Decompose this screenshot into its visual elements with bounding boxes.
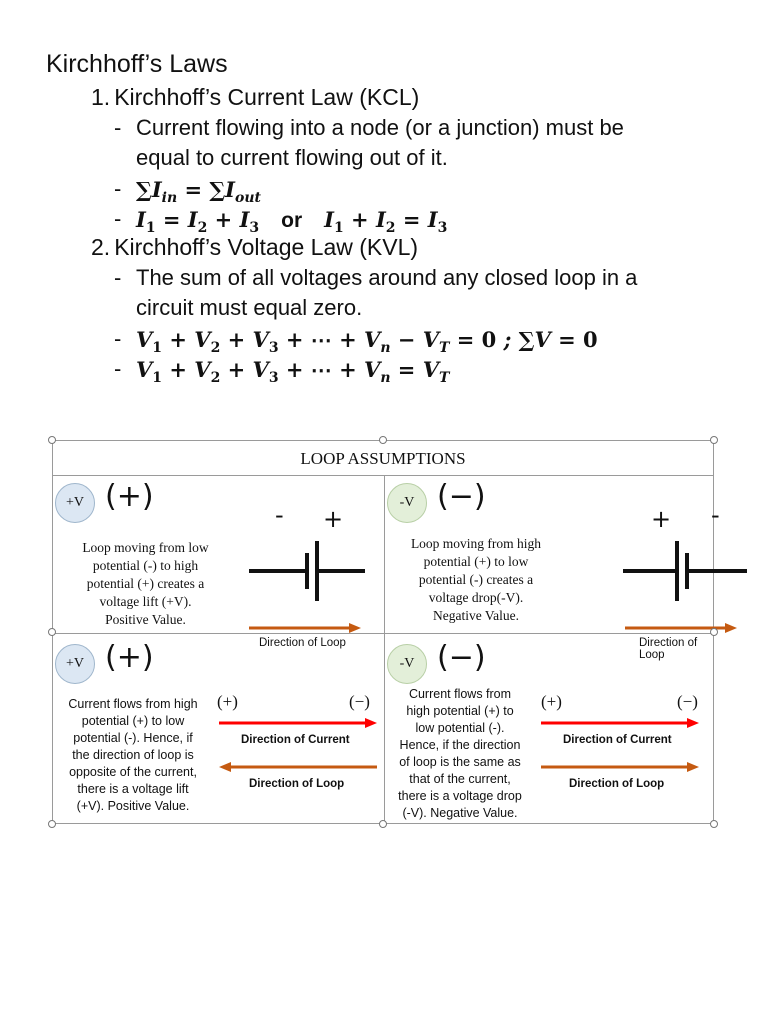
kcl-number: 1. [91, 84, 111, 110]
plus-sign: (+) [105, 640, 154, 675]
loop-arrow-label: Direction of Loop [569, 778, 665, 790]
cell-voltage-lift-battery [53, 475, 383, 649]
kcl-heading [91, 84, 419, 111]
loop-arrow-label: Direction of Loop [249, 778, 345, 790]
resize-handle[interactable] [48, 628, 56, 636]
minus-v-badge: -V [387, 644, 427, 684]
minus-v-badge: -V [387, 483, 427, 523]
resize-handle[interactable] [710, 628, 718, 636]
loop-arrow-label: Direction of Loop [639, 637, 698, 661]
kcl-bullet-1 [136, 113, 716, 173]
desc-line: there is a voltage drop [398, 789, 522, 803]
plus-v-badge: +V [55, 644, 95, 684]
desc-line: low potential (-). [415, 721, 505, 735]
battery-plus-label: + [323, 505, 344, 533]
current-arrow-label: Direction of Current [563, 734, 672, 746]
loop-arrow [249, 623, 361, 633]
battery-minus-label: - [275, 501, 284, 529]
kvl-bullet-1-line1: The sum of all voltages around any closed loop in a [136, 265, 638, 290]
kvl-equation-1: $V_1 + V_2 + V_3$ + ⋯ + $V_n - V_T = 0$ ; ∑V = 0 [136, 327, 598, 357]
kcl-equation-sum: $\sum I_{in} = \sum I_{out}$ [136, 177, 261, 207]
battery-minus-label: - [711, 501, 720, 529]
bullet-dash: - [114, 115, 122, 140]
battery-plus-label: + [651, 505, 672, 533]
battery-symbol [249, 541, 369, 601]
resize-handle[interactable] [710, 820, 718, 828]
desc-line: potential (+) to low [81, 714, 185, 728]
or-word: or [281, 209, 303, 232]
minus-sign: (−) [437, 479, 486, 514]
desc-line: Current flows from [408, 687, 512, 701]
resize-handle[interactable] [379, 820, 387, 828]
minus-sign: (−) [437, 640, 486, 675]
desc-line: high potential (+) to [406, 704, 514, 718]
resize-handle[interactable] [48, 436, 56, 444]
loop-arrow [625, 623, 737, 633]
cell-voltage-drop-battery [385, 475, 720, 661]
loop-arrow [219, 762, 377, 772]
bullet-dash: - [114, 176, 122, 201]
desc-line: Negative Value. [433, 608, 519, 623]
cell-voltage-lift-current [53, 634, 383, 813]
desc-line: potential (-) to high [92, 558, 199, 573]
cell-voltage-drop-current [385, 634, 715, 820]
positive-polarity: (+) [217, 692, 238, 711]
desc-line: opposite of the current, [69, 765, 197, 779]
resize-handle[interactable] [48, 820, 56, 828]
bullet-dash: - [114, 356, 122, 381]
kvl-number: 2. [91, 234, 111, 260]
plus-v-badge: +V [55, 483, 95, 523]
desc-line: Loop moving from low [82, 540, 209, 555]
page-title: Kirchhoff’s Laws [46, 50, 228, 78]
kcl-equation-currents: $I_1 = I_2 + I_3$ or $I_1 + I_2 = I_3$ [136, 207, 448, 237]
kcl-bullet-1-line2: equal to current flowing out of it. [136, 145, 448, 170]
current-arrow-label: Direction of Current [241, 734, 350, 746]
resize-handle[interactable] [710, 436, 718, 444]
battery-symbol [623, 541, 747, 601]
loop-arrow [541, 762, 699, 772]
negative-polarity: (−) [349, 692, 370, 711]
current-arrow [541, 718, 699, 728]
plus-sign: (+) [105, 479, 154, 514]
current-arrow [219, 718, 377, 728]
desc-line: Loop moving from high [410, 536, 542, 551]
resize-handle[interactable] [379, 436, 387, 444]
desc-line: voltage drop(-V). [428, 590, 524, 605]
cell-description [53, 696, 213, 815]
bullet-dash: - [114, 265, 122, 290]
desc-line: (-V). Negative Value. [402, 806, 518, 820]
desc-line: potential (-) creates a [418, 572, 534, 587]
desc-line: potential (-). Hence, if [73, 731, 193, 745]
desc-line: there is a voltage lift [77, 782, 189, 796]
desc-line: of loop is the same as [399, 755, 521, 769]
kcl-bullet-1-line1: Current flowing into a node (or a junction) must be [136, 115, 624, 140]
desc-line: potential (+) to low [423, 554, 529, 569]
cell-description [63, 539, 228, 629]
desc-line: Hence, if the direction [399, 738, 521, 752]
loop-assumptions-table [52, 440, 720, 824]
desc-line: potential (+) creates a [86, 576, 205, 591]
kvl-bullet-1 [136, 263, 716, 323]
desc-line: that of the current, [409, 772, 511, 786]
desc-line: Positive Value. [105, 612, 186, 627]
positive-polarity: (+) [541, 692, 562, 711]
table-heading: LOOP ASSUMPTIONS [53, 441, 713, 476]
desc-line: (+V). Positive Value. [76, 799, 190, 813]
cell-description [385, 686, 535, 822]
bullet-dash: - [114, 206, 122, 231]
kvl-heading [91, 234, 418, 261]
kvl-heading-text: Kirchhoff’s Voltage Law (KVL) [114, 234, 419, 260]
bullet-dash: - [114, 326, 122, 351]
negative-polarity: (−) [677, 692, 698, 711]
desc-line: Current flows from high [68, 697, 198, 711]
desc-line: voltage lift (+V). [99, 594, 192, 609]
desc-line: the direction of loop is [72, 748, 194, 762]
kvl-equation-2: $V_1 + V_2 + V_3$ + ⋯ + $V_n = V_T$ [136, 357, 450, 387]
kcl-heading-text: Kirchhoff’s Current Law (KCL) [114, 84, 420, 110]
loop-arrow-label: Direction of Loop [259, 637, 346, 649]
cell-description [391, 535, 561, 625]
kvl-bullet-1-line2: circuit must equal zero. [136, 295, 363, 320]
